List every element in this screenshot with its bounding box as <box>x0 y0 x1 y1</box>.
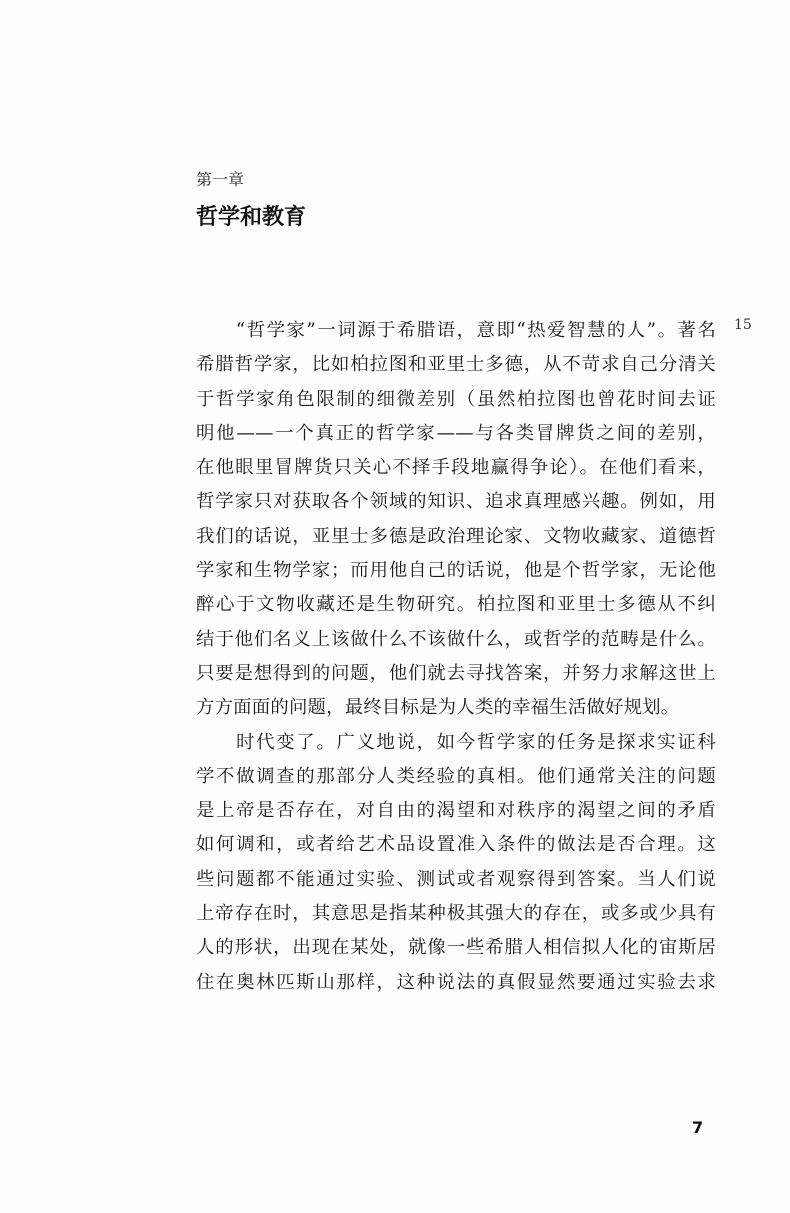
text-line: 些问题都不能通过实验、测试或者观察得到答案。当人们说 <box>196 868 716 890</box>
text-line: 醉心于文物收藏还是生物研究。柏拉图和亚里士多德从不纠 <box>196 594 716 616</box>
text-line: 哲学家只对获取各个领域的知识、追求真理感兴趣。例如，用 <box>196 491 716 513</box>
text-line: “哲学家”一词源于希腊语，意即“热爱智慧的人”。著名 <box>196 320 716 341</box>
chapter-title: 哲学和教育 <box>196 205 307 230</box>
body-text <box>196 314 716 1000</box>
text-line: 如何调和，或者给艺术品设置准入条件的做法是否合理。这 <box>196 834 716 856</box>
text-line: 希腊哲学家，比如柏拉图和亚里士多德，从不苛求自己分清关 <box>196 354 716 376</box>
text-line: 时代变了。广义地说，如今哲学家的任务是探求实证科 <box>196 731 716 753</box>
text-line: 上帝存在时，其意思是指某种极其强大的存在，或多或少具有 <box>196 903 716 925</box>
text-line: 明他——一个真正的哲学家——与各类冒牌货之间的差别， <box>196 422 716 444</box>
text-line: 在他眼里冒牌货只关心不择手段地赢得争论）。在他们看来， <box>196 457 716 479</box>
text-line: 于哲学家角色限制的细微差别（虽然柏拉图也曾花时间去证 <box>196 388 716 410</box>
text-line: 学不做调查的那部分人类经验的真相。他们通常关注的问题 <box>196 765 716 787</box>
margin-line-number: 15 <box>734 317 752 333</box>
page-number: 7 <box>692 1118 704 1137</box>
text-line: 人的形状，出现在某处，就像一些希腊人相信拟人化的宙斯居 <box>196 937 716 959</box>
text-line: 只要是想得到的问题，他们就去寻找答案，并努力求解这世上 <box>196 662 716 684</box>
text-line: 结于他们名义上该做什么不该做什么，或哲学的范畴是什么。 <box>196 628 716 650</box>
text-line: 我们的话说，亚里士多德是政治理论家、文物收藏家、道德哲 <box>196 525 716 547</box>
chapter-label: 第一章 <box>196 170 245 189</box>
text-line: 方方面面的问题，最终目标是为人类的幸福生活做好规划。 <box>196 697 680 719</box>
text-line: 学家和生物学家；而用他自己的话说，他是个哲学家，无论他 <box>196 560 716 582</box>
text-line: 是上帝是否存在，对自由的渴望和对秩序的渴望之间的矛盾 <box>196 800 716 822</box>
text-line: 住在奥林匹斯山那样，这种说法的真假显然要通过实验去求 <box>196 971 716 993</box>
